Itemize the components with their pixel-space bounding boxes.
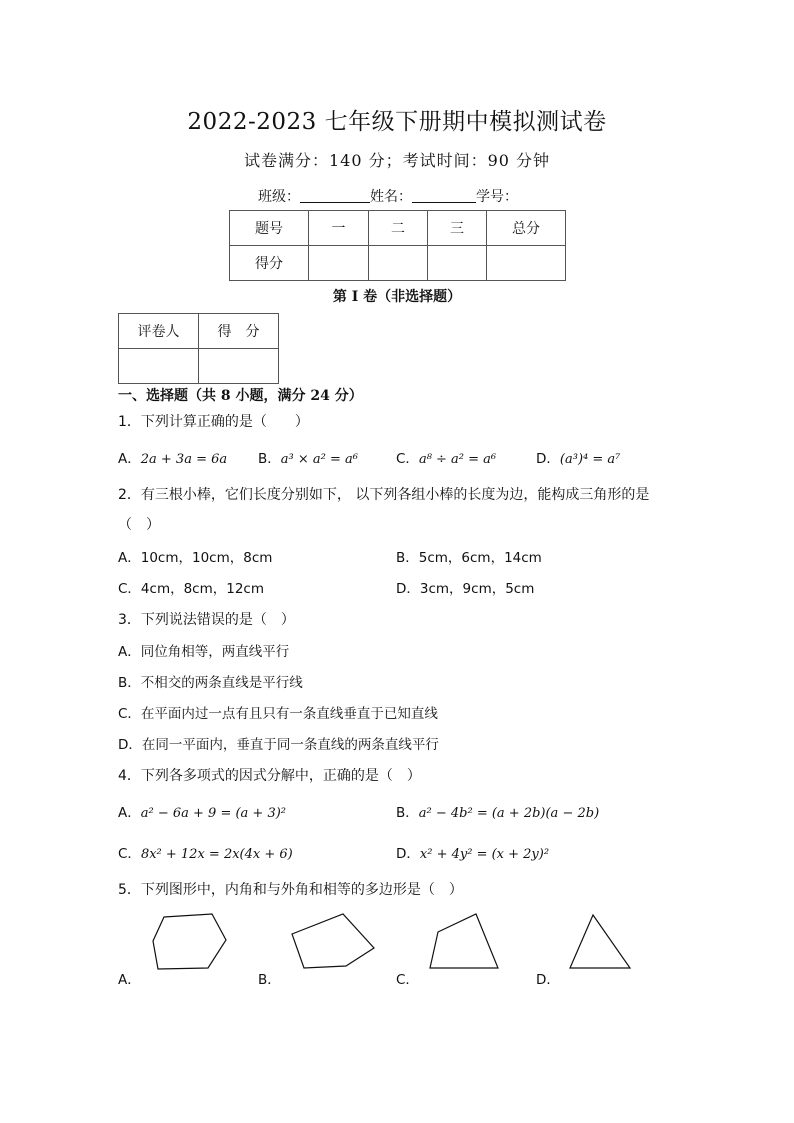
question-3-stem: 3．下列说法错误的是（ ） [118, 612, 295, 628]
student-id-label: 学号： [476, 189, 518, 205]
class-blank[interactable] [300, 188, 370, 203]
grader-table [118, 313, 279, 384]
grader-cell[interactable] [119, 349, 199, 384]
q5-option-b[interactable]: B． [258, 972, 281, 988]
q4-option-c[interactable] [118, 842, 293, 862]
score-table-score-row [230, 246, 566, 281]
quadrilateral-figure [426, 910, 504, 974]
name-blank[interactable] [412, 188, 476, 203]
score-cell[interactable] [309, 246, 369, 281]
q3-option-b[interactable]: B．不相交的两条直线是平行线 [118, 675, 303, 691]
q2-option-c[interactable]: C．4cm，8cm，12cm [118, 581, 265, 597]
pentagon-figure [288, 910, 380, 974]
option-letter: B． [258, 451, 281, 467]
question-2-stem: 2．有三根小棒，它们长度分别如下， 以下列各组小棒的长度为边，能构成三角形的是 [118, 487, 650, 503]
option-letter: A． [118, 805, 141, 821]
triangle-figure [566, 910, 636, 974]
score-table-header-row [230, 211, 566, 246]
option-letter: A． [118, 451, 141, 467]
q4-option-a[interactable] [118, 801, 286, 821]
option-letter: C． [396, 451, 419, 467]
score-header-cell: 二 [369, 211, 428, 246]
q3-option-a[interactable]: A．同位角相等，两直线平行 [118, 644, 290, 660]
score-table [229, 210, 566, 281]
class-label: 班级： [258, 189, 300, 205]
q3-option-c[interactable]: C．在平面内过一点有且只有一条直线垂直于已知直线 [118, 706, 438, 722]
q2-option-d[interactable]: D．3cm，9cm，5cm [396, 581, 535, 597]
q2-option-a[interactable]: A．10cm，10cm，8cm [118, 550, 273, 566]
section-title: 第 I 卷（非选择题） [332, 289, 462, 305]
score-header-cell: 三 [428, 211, 487, 246]
q1-option-a[interactable] [118, 447, 227, 467]
score-cell[interactable] [369, 246, 428, 281]
grade-label: 得 分 [199, 314, 279, 349]
q5-option-d[interactable]: D． [536, 972, 560, 988]
q1-option-d[interactable] [536, 447, 620, 467]
student-info-line [258, 186, 518, 206]
q3-option-d[interactable]: D．在同一平面内，垂直于同一条直线的两条直线平行 [118, 737, 439, 753]
option-expr: a³ × a² = a⁶ [280, 452, 358, 467]
option-letter: C． [118, 846, 141, 862]
question-4-stem: 4．下列各多项式的因式分解中，正确的是（ ） [118, 768, 421, 784]
q5-option-a[interactable]: A． [118, 972, 141, 988]
score-cell[interactable] [487, 246, 566, 281]
part1-heading: 一、选择题（共 8 小题，满分 24 分） [118, 388, 363, 404]
option-expr: a² − 4b² = (a + 2b)(a − 2b) [418, 806, 600, 821]
question-1-stem: 1．下列计算正确的是（ ） [118, 414, 309, 430]
hexagon-figure [148, 910, 230, 974]
score-header-cell: 一 [309, 211, 369, 246]
option-letter: B． [396, 805, 419, 821]
score-header-cell: 题号 [230, 211, 309, 246]
option-letter: D． [536, 451, 560, 467]
exam-title: 2022-2023 七年级下册期中模拟测试卷 [187, 109, 607, 135]
option-expr: 2a + 3a = 6a [140, 452, 228, 467]
score-cell[interactable] [428, 246, 487, 281]
q1-option-c[interactable] [396, 447, 496, 467]
question-2-stem-cont: （ ） [118, 517, 160, 533]
score-row-label: 得分 [230, 246, 309, 281]
exam-subtitle: 试卷满分：140 分；考试时间：90 分钟 [243, 151, 551, 170]
q2-option-b[interactable]: B．5cm，6cm，14cm [396, 550, 542, 566]
grade-cell[interactable] [199, 349, 279, 384]
grader-label: 评卷人 [119, 314, 199, 349]
score-header-cell: 总分 [487, 211, 566, 246]
name-label: 姓名： [370, 189, 412, 205]
question-5-stem: 5．下列图形中，内角和与外角和相等的多边形是（ ） [118, 882, 463, 898]
option-expr: a² − 6a + 9 = (a + 3)² [140, 806, 287, 821]
option-expr: x² + 4y² = (x + 2y)² [419, 847, 550, 862]
option-expr: a⁸ ÷ a² = a⁶ [418, 452, 497, 467]
option-letter: D． [396, 846, 420, 862]
q1-option-b[interactable] [258, 447, 358, 467]
q5-option-c[interactable]: C． [396, 972, 419, 988]
q4-option-d[interactable] [396, 842, 549, 862]
q4-option-b[interactable] [396, 801, 599, 821]
option-expr: (a³)⁴ = a⁷ [559, 452, 621, 467]
option-expr: 8x² + 12x = 2x(4x + 6) [140, 847, 293, 862]
